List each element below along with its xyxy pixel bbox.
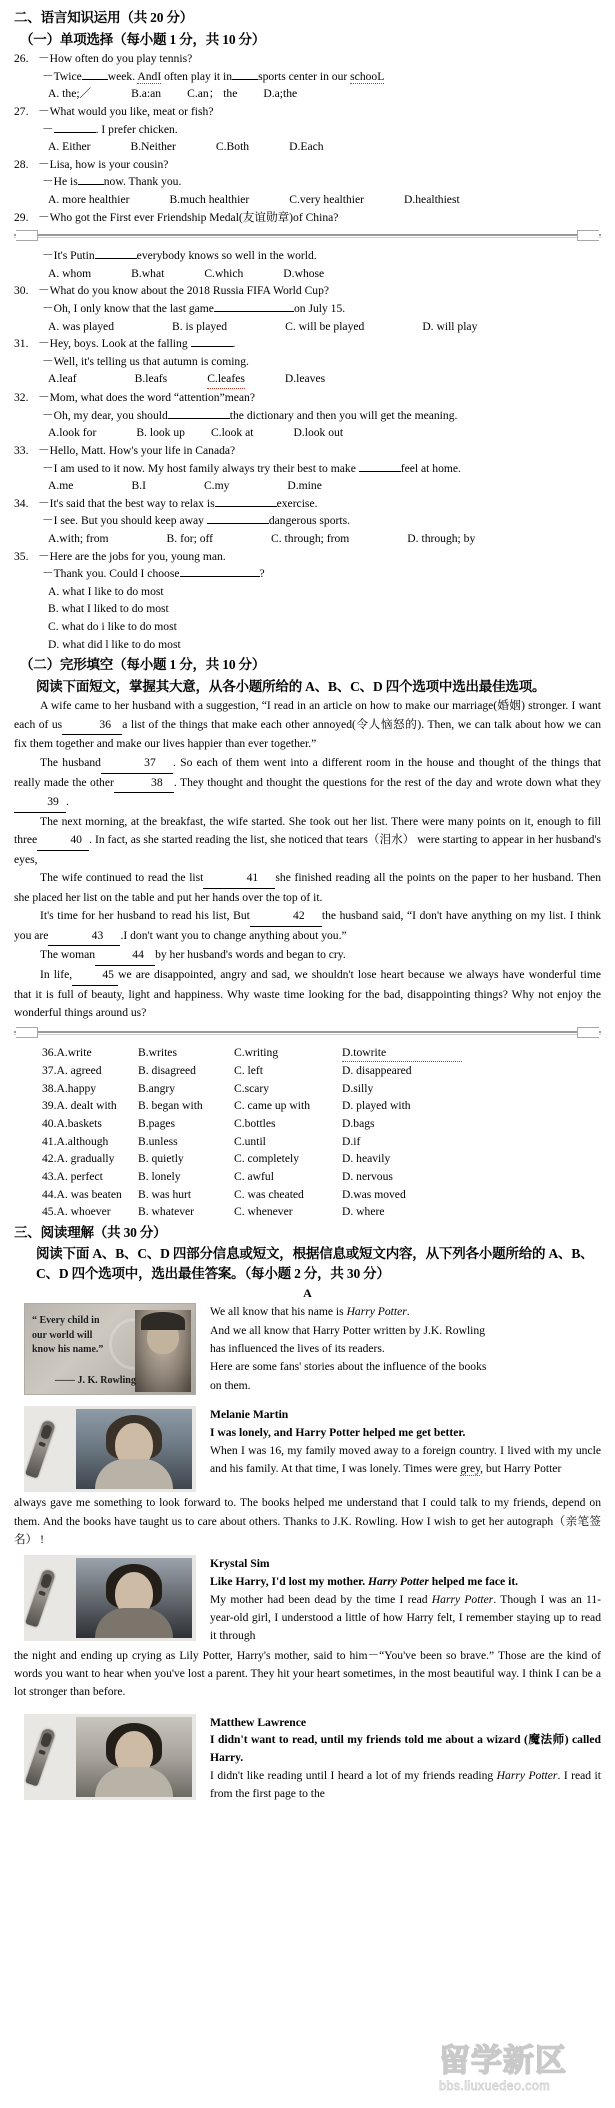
option-b[interactable]: B. look up: [136, 426, 185, 440]
question-33-stem2-pre: －I am used to it now. My host family always try their best to make: [42, 461, 359, 475]
cloze-option-row: [42, 1044, 601, 1063]
watermark-url: bbs.liuxuedeo.com: [439, 2079, 551, 2093]
cloze-option-row: [42, 1115, 601, 1133]
cloze-option-row: [42, 1203, 601, 1221]
misspelled-word: AndI: [137, 69, 162, 83]
option-c[interactable]: C. left: [234, 1064, 263, 1078]
option-c[interactable]: C.very healthier: [289, 193, 364, 206]
book-title-italic: Harry Potter: [368, 1574, 429, 1588]
fan-name-melanie: Melanie Martin: [210, 1408, 289, 1422]
answer-blank[interactable]: [215, 506, 277, 507]
question-27-stem2-post: . I prefer chicken.: [95, 122, 178, 136]
page-break-marker-left: [16, 230, 38, 241]
fan-lead-melanie: I was lonely, and Harry Potter helped me get better.: [210, 1425, 466, 1439]
cloze-paragraph-5: [14, 907, 601, 946]
option-c[interactable]: C. will be played: [285, 319, 365, 333]
krystal-portrait: [76, 1558, 192, 1638]
option-c[interactable]: C. came up with: [234, 1099, 310, 1113]
option-c[interactable]: C. whenever: [234, 1205, 293, 1219]
reading-part-a: [14, 1303, 601, 1396]
option-b[interactable]: B.writes: [138, 1045, 177, 1059]
fan-story-melanie: [14, 1406, 601, 1549]
option-d[interactable]: D.leaves: [284, 372, 326, 386]
section-2-part-1-heading: （一）单项选择（每小题 1 分，共 10 分）: [20, 31, 266, 47]
cloze-option-row: [42, 1150, 601, 1168]
option-b[interactable]: B. began with: [138, 1099, 203, 1113]
cloze-passage: [14, 697, 601, 1022]
cloze-option-number: 37.A. agreed: [42, 1064, 102, 1078]
option-a[interactable]: A. was played: [48, 319, 115, 333]
question-35-number: 35.: [14, 549, 29, 563]
question-34-stem2-post: dangerous sports.: [268, 514, 351, 528]
answer-blank[interactable]: [207, 523, 269, 524]
cloze-option-number: 36.A.write: [42, 1045, 92, 1059]
option-b[interactable]: B.leafs: [134, 372, 168, 386]
quote-text: [32, 1314, 140, 1357]
option-d[interactable]: D.a;the: [263, 87, 298, 101]
cloze-text: by her husband's words and began to cry.: [155, 948, 346, 962]
matthew-photo: [24, 1714, 196, 1800]
intro-line-3: has influenced the lives of its readers.: [210, 1342, 385, 1356]
question-30: [14, 282, 601, 335]
question-34-number: 34.: [14, 496, 29, 510]
question-34: [14, 495, 601, 548]
cloze-blank-38[interactable]: 38: [114, 774, 174, 794]
cloze-text: we are disappointed, angry and sad, we shouldn't lose heart because we always have wonderful time that it is full of beauty, light and happiness. Why waste time looking for the bad, disappointing things? Why not enjoy the wonderful things around us?: [14, 968, 602, 1020]
cloze-text: It's time for her husband to read his list, But: [40, 909, 250, 923]
cloze-text: The next morning, at the breakfast, the wife started. She took out her list. There were many points on it, enough to fill three: [14, 814, 601, 847]
cloze-text: The wife continued to read the list: [40, 871, 204, 885]
cloze-text: The woman: [40, 948, 96, 962]
cloze-paragraph-4: [14, 869, 601, 907]
question-35: [14, 548, 601, 654]
option-b[interactable]: B.angry: [138, 1081, 176, 1095]
question-32-number: 32.: [14, 391, 29, 405]
cloze-blank-40[interactable]: 40: [37, 831, 89, 851]
answer-blank[interactable]: [168, 418, 230, 419]
book-title-italic: Harry Potter: [346, 1305, 407, 1319]
question-30-stem: －What do you know about the 2018 Russia FIFA World Cup?: [38, 284, 330, 298]
question-34-stem-pre: －It's said that the best way to relax is: [38, 496, 215, 510]
body-pre: I didn't like reading until I heard a lot of my friends reading: [210, 1768, 497, 1782]
quote-line-2: our world will: [32, 1329, 93, 1341]
option-c[interactable]: C.writing: [234, 1045, 279, 1059]
option-a[interactable]: A. more healthier: [48, 193, 130, 206]
fan-body-beside-melanie: When I was 16, my family moved away to a foreign country. I lived with my uncle and his family. At that time, I was lonely. Times were grey, but Harry Potter: [210, 1443, 601, 1476]
body-post: . Though I was an 11-year-old girl, I understood a little of how Harry felt, I remember staying up to read it through: [210, 1592, 601, 1643]
question-26-stem-c: often play it in: [161, 69, 233, 83]
section-3-instruction: 阅读下面 A、B、C、D 四部分信息或短文，根据信息或短文内容，从下列各小题所给的 A、B、C、D 四个选项中，选出最佳答案。（每小题 2 分，共 30 分）: [36, 1246, 594, 1281]
cloze-blank-37[interactable]: 37: [101, 754, 173, 774]
option-d[interactable]: D.bags: [342, 1117, 375, 1131]
question-27-stem: －What would you like, meat or fish?: [38, 104, 214, 118]
body-shape: [95, 1767, 173, 1797]
body-shape: [95, 1608, 173, 1638]
cloze-blank-42[interactable]: 42: [250, 907, 322, 927]
option-b[interactable]: B.Neither: [130, 140, 176, 154]
microphone-icon: [25, 1727, 56, 1786]
option-d[interactable]: D.if: [342, 1134, 361, 1148]
page-break-divider: [14, 1026, 601, 1040]
option-a[interactable]: A.me: [48, 479, 74, 493]
option-c[interactable]: C.my: [203, 479, 230, 493]
option-d[interactable]: D. will play: [422, 319, 478, 333]
question-28-stem2-post: now. Thank you.: [103, 175, 182, 189]
option-d[interactable]: D.look out: [293, 426, 344, 440]
option-a[interactable]: A.with; from: [48, 531, 109, 545]
answer-blank[interactable]: [82, 79, 108, 80]
question-33: [14, 442, 601, 495]
option-d[interactable]: D.mine: [287, 479, 322, 493]
option-b[interactable]: B. what I liked to do most: [48, 602, 169, 616]
question-31-stem-post: .: [232, 337, 236, 351]
melanie-portrait: [76, 1409, 192, 1489]
cloze-paragraph-3: [14, 813, 601, 870]
intro-line-1: We all know that his name is Harry Potter.: [210, 1305, 410, 1319]
option-c[interactable]: C.which: [204, 266, 244, 280]
question-28-number: 28.: [14, 157, 29, 171]
question-29-continued: [14, 247, 601, 282]
option-c[interactable]: C. completely: [234, 1152, 300, 1166]
reading-part-letter-a: A: [303, 1286, 312, 1301]
cloze-text: a list of the things that make each other annoyed(令人恼怒的). Then, we can talk about how we can fix them together and make our lives happier than ever together.”: [14, 717, 601, 751]
fan-name-krystal: Krystal Sim: [210, 1557, 270, 1571]
fan-name-matthew: Matthew Lawrence: [210, 1715, 307, 1729]
body-pre: My mother had been dead by the time I read: [210, 1592, 432, 1606]
answer-blank[interactable]: [180, 576, 260, 577]
option-c[interactable]: C.Both: [215, 140, 250, 154]
option-c[interactable]: C. awful: [234, 1169, 274, 1183]
harry-potter-portrait: [135, 1310, 191, 1392]
microphone-icon: [25, 1569, 56, 1628]
question-27-number: 27.: [14, 104, 29, 118]
book-title-italic: Harry Potter: [496, 1768, 558, 1782]
cloze-option-number: 43.A. perfect: [42, 1169, 103, 1183]
cloze-text: .: [66, 795, 69, 809]
cloze-option-row: [42, 1062, 601, 1080]
option-b[interactable]: B.what: [131, 266, 165, 280]
question-27: [14, 103, 601, 156]
option-d[interactable]: D.was moved: [342, 1187, 406, 1201]
option-b[interactable]: B. is played: [172, 319, 228, 333]
cloze-option-row: [42, 1168, 601, 1186]
option-b[interactable]: B.a:an: [131, 87, 162, 101]
cloze-options-table: [42, 1044, 601, 1221]
misspelled-word: schooL: [350, 69, 385, 83]
question-33-stem: －Hello, Matt. How's your life in Canada?: [38, 443, 236, 457]
cloze-text: she finished reading all the points on the paper to her husband. Then she placed her list on the table and put her hands over the top of it.: [14, 871, 601, 904]
cloze-option-number: 42.A. gradually: [42, 1152, 115, 1166]
answer-blank[interactable]: [54, 132, 96, 133]
question-32-stem: －Mom, what does the word “attention”mean?: [38, 391, 255, 405]
melanie-photo: [24, 1406, 196, 1492]
watermark-chinese-text: 留学新区: [439, 2043, 567, 2079]
page-break-marker-right: [577, 1027, 599, 1038]
fan-lead-matthew: I didn't want to read, until my friends told me about a wizard (魔法师) called Harry.: [210, 1733, 601, 1764]
cloze-option-number: 45.A. whoever: [42, 1205, 111, 1219]
cloze-option-number: 40.A.baskets: [42, 1117, 102, 1131]
answer-blank[interactable]: [214, 311, 294, 312]
option-c[interactable]: C.leafes: [207, 370, 245, 389]
option-a[interactable]: A. whom: [48, 266, 92, 280]
section-2-heading: 二、语言知识运用（共 20 分）: [14, 10, 194, 25]
cloze-blank-45[interactable]: 45: [72, 966, 118, 986]
cloze-paragraph-1: [14, 697, 601, 754]
quote-line-3: know his name.”: [32, 1343, 104, 1355]
option-b[interactable]: B.much healthier: [169, 193, 250, 206]
option-c[interactable]: C. was cheated: [234, 1187, 304, 1201]
cloze-text: . In fact, as she started reading the list, she noticed that tears（泪水） were starting to appear in her husband's eyes,: [14, 833, 601, 866]
section-2-part-2-heading: （二）完形填空（每小题 1 分，共 10 分）: [20, 657, 266, 673]
cloze-paragraph-6: [14, 946, 601, 966]
question-26-stem-d: sports center in our: [258, 69, 351, 83]
quote-image-container: [24, 1303, 202, 1395]
cloze-option-number: 44.A. was beaten: [42, 1187, 122, 1201]
intro-line-4: Here are some fans' stories about the influence of the books: [210, 1360, 487, 1374]
option-d[interactable]: D. played with: [342, 1099, 411, 1113]
fan-body-full-melanie: always gave me something to look forward to. The books helped me understand that I could talk to my friends, depend on them. And the books have taught us to care about others. Thanks to J.K. Rowling. How I wish to get her autograph（亲笔签名） !: [14, 1496, 601, 1547]
answer-blank[interactable]: [78, 184, 104, 185]
option-b[interactable]: B.pages: [138, 1117, 176, 1131]
option-a[interactable]: A. Either: [48, 140, 91, 154]
option-d[interactable]: D.Each: [289, 140, 324, 154]
book-title-italic: Harry Potter: [431, 1592, 494, 1606]
cloze-blank-39[interactable]: 39: [14, 793, 66, 813]
cloze-instruction: 阅读下面短文，掌握其大意，从各小题所给的 A、B、C、D 四个选项中选出最佳选项。: [36, 678, 546, 694]
cloze-paragraph-7: [14, 966, 601, 1023]
lead-pre: Like Harry, I'd lost my mother.: [210, 1574, 369, 1588]
question-28-stem2-pre: －He is: [42, 175, 78, 189]
cloze-option-row: [42, 1097, 601, 1115]
option-d[interactable]: D. where: [342, 1205, 385, 1219]
question-34-stem-post: exercise.: [276, 496, 318, 510]
lead-post: helped me face it.: [428, 1574, 519, 1588]
option-a[interactable]: A.look for: [48, 426, 97, 440]
option-a[interactable]: A. what I like to do most: [48, 584, 164, 598]
krystal-photo-container: [24, 1555, 202, 1641]
question-32-stem2-post: the dictionary and then you will get the meaning.: [229, 408, 458, 422]
page-break-divider: [14, 229, 601, 243]
question-28-stem: －Lisa, how is your cousin?: [38, 157, 169, 171]
microphone-icon: [25, 1420, 56, 1479]
cloze-blank-43[interactable]: 43: [48, 927, 120, 947]
question-30-stem2-post: on July 15.: [293, 302, 346, 316]
site-watermark: [439, 2043, 607, 2102]
body-shape: [95, 1459, 173, 1489]
option-b[interactable]: B.I: [131, 479, 146, 493]
option-c[interactable]: C.bottles: [234, 1117, 276, 1131]
question-32: [14, 389, 601, 442]
question-26-stem-a: －Twice: [42, 69, 82, 83]
answer-blank[interactable]: [95, 258, 137, 259]
option-b[interactable]: B. disagreed: [138, 1064, 196, 1078]
question-30-number: 30.: [14, 284, 29, 298]
question-29-number: 29.: [14, 210, 29, 224]
page-break-marker-left: [16, 1027, 38, 1038]
question-35-stem2-post: ?: [259, 567, 265, 581]
option-c[interactable]: C.until: [234, 1134, 266, 1148]
answer-blank[interactable]: [191, 346, 233, 347]
question-29: [14, 209, 601, 227]
question-31-stem2: －Well, it's telling us that autumn is coming.: [42, 354, 249, 368]
page-break-marker-right: [577, 230, 599, 241]
cloze-option-row: [42, 1133, 601, 1151]
option-c[interactable]: C. what do i like to do most: [48, 620, 177, 634]
question-29-stem2-post: everybody knows so well in the world.: [136, 249, 317, 263]
question-26-stem-b: week.: [107, 69, 138, 83]
cloze-option-number: 39.A. dealt with: [42, 1099, 117, 1113]
question-35-stem: －Here are the jobs for you, young man.: [38, 549, 226, 563]
cloze-blank-36[interactable]: 36: [62, 716, 122, 736]
option-d[interactable]: D. nervous: [342, 1169, 393, 1183]
cloze-blank-44[interactable]: 44: [95, 946, 155, 966]
option-c[interactable]: C. through; from: [271, 531, 350, 545]
question-31-number: 31.: [14, 337, 29, 351]
option-d[interactable]: D.healthiest: [403, 193, 460, 206]
question-30-stem2-pre: －Oh, I only know that the last game: [42, 302, 214, 316]
option-a[interactable]: A. the;／: [48, 87, 92, 101]
body-post: . I read it from the first page to the: [210, 1768, 601, 1801]
cloze-option-row: [42, 1080, 601, 1098]
option-c[interactable]: C.an； the: [187, 87, 238, 101]
misspelled-word: grey: [460, 1462, 481, 1476]
option-b[interactable]: B. lonely: [138, 1169, 181, 1183]
question-34-stem2-pre: －I see. But you should keep away: [42, 514, 207, 528]
question-33-stem2-post: feel at home.: [400, 461, 461, 475]
cloze-paragraph-2: [14, 754, 601, 813]
option-d[interactable]: D.silly: [342, 1081, 374, 1095]
cloze-option-number: 38.A.happy: [42, 1081, 97, 1095]
cloze-blank-41[interactable]: 41: [203, 869, 275, 889]
question-33-number: 33.: [14, 443, 29, 457]
answer-blank[interactable]: [359, 471, 401, 472]
option-b[interactable]: B.unless: [138, 1134, 178, 1148]
fan-story-krystal: [14, 1555, 601, 1701]
matthew-photo-container: [24, 1714, 202, 1800]
question-31-stem-pre: －Hey, boys. Look at the falling: [38, 337, 191, 351]
option-c[interactable]: C.scary: [234, 1081, 270, 1095]
cloze-text: the husband said, “I don't have anything on my list. I think you are: [14, 909, 601, 942]
fan-story-matthew: [14, 1714, 601, 1804]
intro-line-2: And we all know that Harry Potter written by J.K. Rowling: [210, 1323, 485, 1337]
quote-author: —— J. K. Rowling: [55, 1375, 136, 1387]
cloze-text: In life,: [40, 968, 73, 982]
option-b[interactable]: B. was hurt: [138, 1187, 192, 1201]
intro-line-5: on them.: [210, 1378, 251, 1392]
cloze-text: . So each of them went into a different room in the house and thought of the things that really made the other: [14, 756, 601, 789]
cloze-option-number: 41.A.although: [42, 1134, 109, 1148]
option-b[interactable]: B. quietly: [138, 1152, 184, 1166]
cloze-text: A wife came to her husband with a suggestion, “I read in an article on how to make our marriage(婚姻) stronger. I want each of us: [14, 699, 601, 731]
option-d[interactable]: D. disappeared: [342, 1064, 412, 1078]
question-32-stem2-pre: －Oh, my dear, you should: [42, 408, 168, 422]
fan-body-full-krystal: the night and ending up crying as Lily Potter, Harry's mother, said to him－“You've been so brave.” Those are the kind of words you want to hear when you've lost a parent. They hit your heart sometimes, in the most beautiful way. I think I can be a lot stronger than before.: [14, 1648, 601, 1699]
question-26-stem: －How often do you play tennis?: [38, 52, 193, 66]
option-c[interactable]: C.look at: [210, 426, 254, 440]
option-d[interactable]: D. through; by: [407, 531, 476, 545]
question-31: [14, 335, 601, 389]
option-d[interactable]: D.towrite: [342, 1044, 462, 1063]
section-3-heading: 三、阅读理解（共 30 分）: [14, 1224, 167, 1240]
matthew-portrait: [76, 1717, 192, 1797]
answer-blank[interactable]: [232, 79, 258, 80]
option-d[interactable]: D.whose: [283, 266, 325, 280]
question-29-stem: －Who got the First ever Friendship Medal(友谊勋章)of China?: [38, 210, 339, 224]
cloze-text: The husband: [40, 756, 101, 769]
krystal-photo: [24, 1555, 196, 1641]
option-b[interactable]: B. for; off: [166, 531, 214, 545]
option-b[interactable]: B. whatever: [138, 1205, 195, 1219]
question-28: [14, 156, 601, 209]
option-a[interactable]: A.leaf: [48, 372, 77, 386]
option-d[interactable]: D. what did l like to do most: [48, 637, 181, 651]
question-29-stem2-pre: －It's Putin: [42, 249, 95, 263]
question-27-stem2-pre: －: [42, 122, 54, 136]
quote-line-1: “ Every child in: [32, 1315, 100, 1327]
option-d[interactable]: D. heavily: [342, 1152, 391, 1166]
question-26: [14, 50, 601, 103]
rowling-quote-image: [24, 1303, 196, 1395]
question-35-stem2-pre: －Thank you. Could I choose: [42, 567, 180, 581]
cloze-option-row: [42, 1186, 601, 1204]
cloze-text: . They thought and thought the questions for the rest of the day and wrote down what they: [173, 775, 601, 789]
cloze-text: .I don't want you to change anything about you.”: [120, 928, 347, 942]
question-26-number: 26.: [14, 52, 29, 66]
melanie-photo-container: [24, 1406, 202, 1492]
